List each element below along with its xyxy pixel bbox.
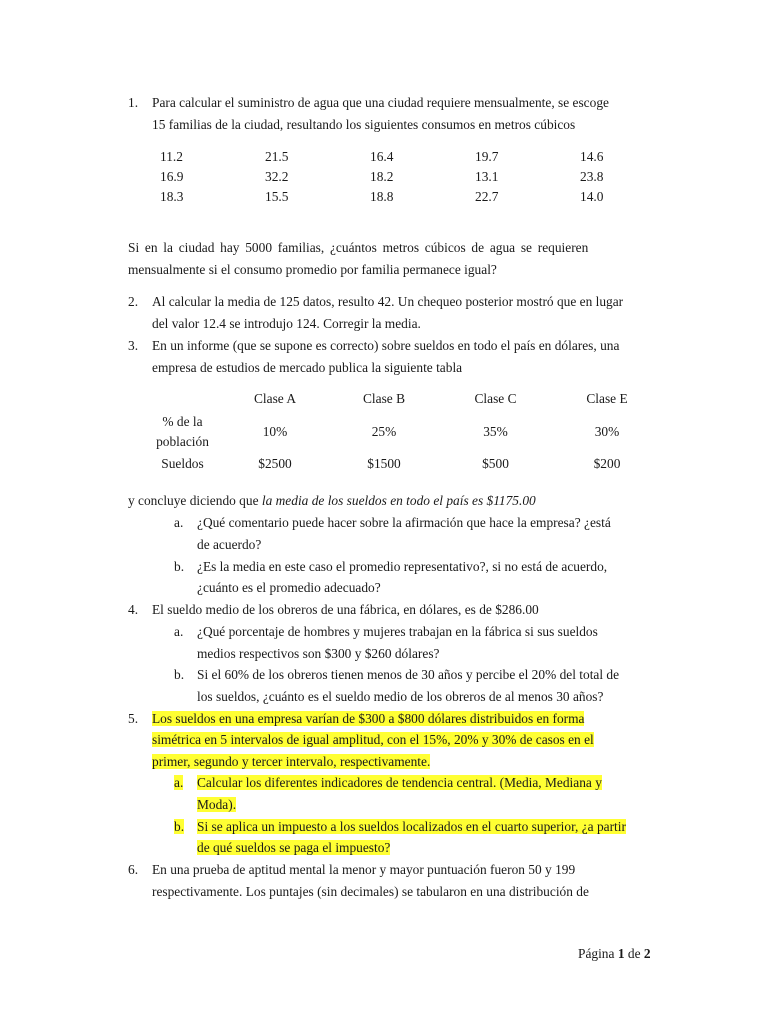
table-row (140, 411, 666, 453)
q3-text-line1: En un informe (que se supone es correcto) sobre sueldos en todo el país en dólares, una (152, 338, 620, 353)
q4-number: 4. (128, 602, 139, 617)
table-cell: 22.7 (475, 189, 499, 204)
table-cell: 19.7 (475, 149, 499, 164)
table-cell: $1500 (367, 456, 401, 471)
page-word: Página (578, 946, 615, 961)
q2-number: 2. (128, 294, 139, 309)
q1-number: 1. (128, 95, 139, 110)
highlight: simétrica en 5 intervalos de igual amplitud, con el 15%, 20% y 30% de casos en el (152, 732, 594, 747)
q3a-label: a. (174, 515, 184, 530)
q1-text-line2: 15 familias de la ciudad, resultando los siguientes consumos en metros cúbicos (152, 117, 576, 132)
highlight: Los sueldos en una empresa varían de $300 a $800 dólares distribuidos en forma (152, 711, 585, 726)
table-header: Clase B (362, 391, 406, 406)
q1-followup-line2: mensualmente si el consumo promedio por familia permanece igual? (128, 262, 497, 277)
q4-text-line1: El sueldo medio de los obreros de una fábrica, en dólares, es de $286.00 (152, 602, 539, 617)
q5a-line1 (197, 772, 602, 793)
q3a-line1: ¿Qué comentario puede hacer sobre la afirmación que hace la empresa? ¿está (197, 515, 611, 530)
table-row (140, 387, 666, 411)
table-row (160, 187, 685, 207)
q3a-line2: de acuerdo? (197, 537, 262, 552)
table-cell: 35% (483, 424, 508, 439)
row-label (140, 411, 225, 453)
highlight: Calcular los diferentes indicadores de tendencia central. (Media, Mediana y (197, 775, 602, 790)
q3-number: 3. (128, 338, 139, 353)
table-cell: 21.5 (265, 149, 289, 164)
table-cell: 11.2 (160, 149, 183, 164)
q3b-label: b. (174, 559, 185, 574)
q4b-line1: Si el 60% de los obreros tienen menos de 30 años y percibe el 20% del total de (197, 667, 620, 682)
page-footer (578, 943, 651, 964)
table-cell (140, 387, 225, 411)
q4a-line1: ¿Qué porcentaje de hombres y mujeres trabajan en la fábrica si sus sueldos (197, 624, 598, 639)
q1-followup-line1: Si en la ciudad hay 5000 familias, ¿cuántos metros cúbicos de agua se requieren (128, 240, 589, 255)
table-header: Clase C (474, 391, 517, 406)
page-number: 1 (617, 946, 625, 961)
table-cell: $2500 (258, 456, 292, 471)
q6-text-line1: En una prueba de aptitud mental la menor y mayor puntuación fueron 50 y 199 (152, 862, 576, 877)
q1-consumption-table (160, 147, 685, 207)
q3b-line2: ¿cuánto es el promedio adecuado? (197, 580, 381, 595)
q5b-line1 (197, 816, 626, 837)
highlight: Moda). (197, 797, 237, 812)
total-pages: 2 (643, 946, 651, 961)
table-header: Clase A (253, 391, 297, 406)
q4a-label: a. (174, 624, 184, 639)
q3b-line1: ¿Es la media en este caso el promedio representativo?, si no está de acuerdo, (197, 559, 608, 574)
table-row (160, 147, 685, 167)
q6-text-line2: respectivamente. Los puntajes (sin decimales) se tabularon en una distribución de (152, 884, 589, 899)
q5-text-line2 (152, 729, 594, 750)
table-header: Clase E (586, 391, 628, 406)
q3-salary-table (140, 387, 666, 475)
q3-text-line2: empresa de estudios de mercado publica la siguiente tabla (152, 360, 463, 375)
table-cell: 18.2 (370, 169, 394, 184)
table-cell: 15.5 (265, 189, 289, 204)
q4b-line2: los sueldos, ¿cuánto es el sueldo medio de los obreros de al menos 30 años? (197, 689, 604, 704)
q2-text-line1: Al calcular la media de 125 datos, resulto 42. Un chequeo posterior mostró que en lugar (152, 294, 624, 309)
table-cell: 16.4 (370, 149, 394, 164)
table-cell: 14.6 (580, 149, 604, 164)
highlight: a. (174, 775, 184, 790)
q5-text-line1 (152, 708, 584, 729)
of-word: de (627, 946, 641, 961)
table-cell: 25% (371, 424, 397, 439)
table-cell: 18.8 (370, 189, 394, 204)
table-cell: 10% (262, 424, 288, 439)
row-label: Sueldos (161, 456, 204, 471)
q5b-line2 (197, 837, 390, 858)
q5a-label (174, 772, 183, 793)
row-label-line: población (156, 434, 209, 449)
table-cell: $500 (482, 456, 509, 471)
q3-conclusion-prefix: y concluye diciendo que (128, 493, 262, 508)
q5-text-line3 (152, 751, 430, 772)
table-cell: 13.1 (475, 169, 499, 184)
q3-conclusion-italic: la media de los sueldos en todo el país es $1175.00 (261, 493, 536, 508)
table-cell: 14.0 (580, 189, 604, 204)
q2-text-line2: del valor 12.4 se introdujo 124. Corregir la media. (152, 316, 421, 331)
row-label-line: % de la (162, 414, 203, 429)
q5-number: 5. (128, 711, 139, 726)
highlight: de qué sueldos se paga el impuesto? (197, 840, 391, 855)
q3-conclusion (128, 490, 536, 511)
table-row (160, 167, 685, 187)
q4b-label: b. (174, 667, 185, 682)
q6-number: 6. (128, 862, 139, 877)
table-cell: 23.8 (580, 169, 604, 184)
q1-text-line1: Para calcular el suministro de agua que una ciudad requiere mensualmente, se escoge (152, 95, 609, 110)
table-cell: $200 (593, 456, 621, 471)
table-cell: 32.2 (265, 169, 289, 184)
table-row (140, 453, 666, 475)
highlight: Si se aplica un impuesto a los sueldos localizados en el cuarto superior, ¿a partir (197, 819, 626, 834)
q5a-line2 (197, 794, 236, 815)
table-cell: 18.3 (160, 189, 184, 204)
q4a-line2: medios respectivos son $300 y $260 dólares? (197, 646, 440, 661)
highlight: b. (174, 819, 185, 834)
highlight: primer, segundo y tercer intervalo, respectivamente. (152, 754, 431, 769)
table-cell: 30% (594, 424, 620, 439)
q5b-label (174, 816, 184, 837)
table-cell: 16.9 (160, 169, 184, 184)
